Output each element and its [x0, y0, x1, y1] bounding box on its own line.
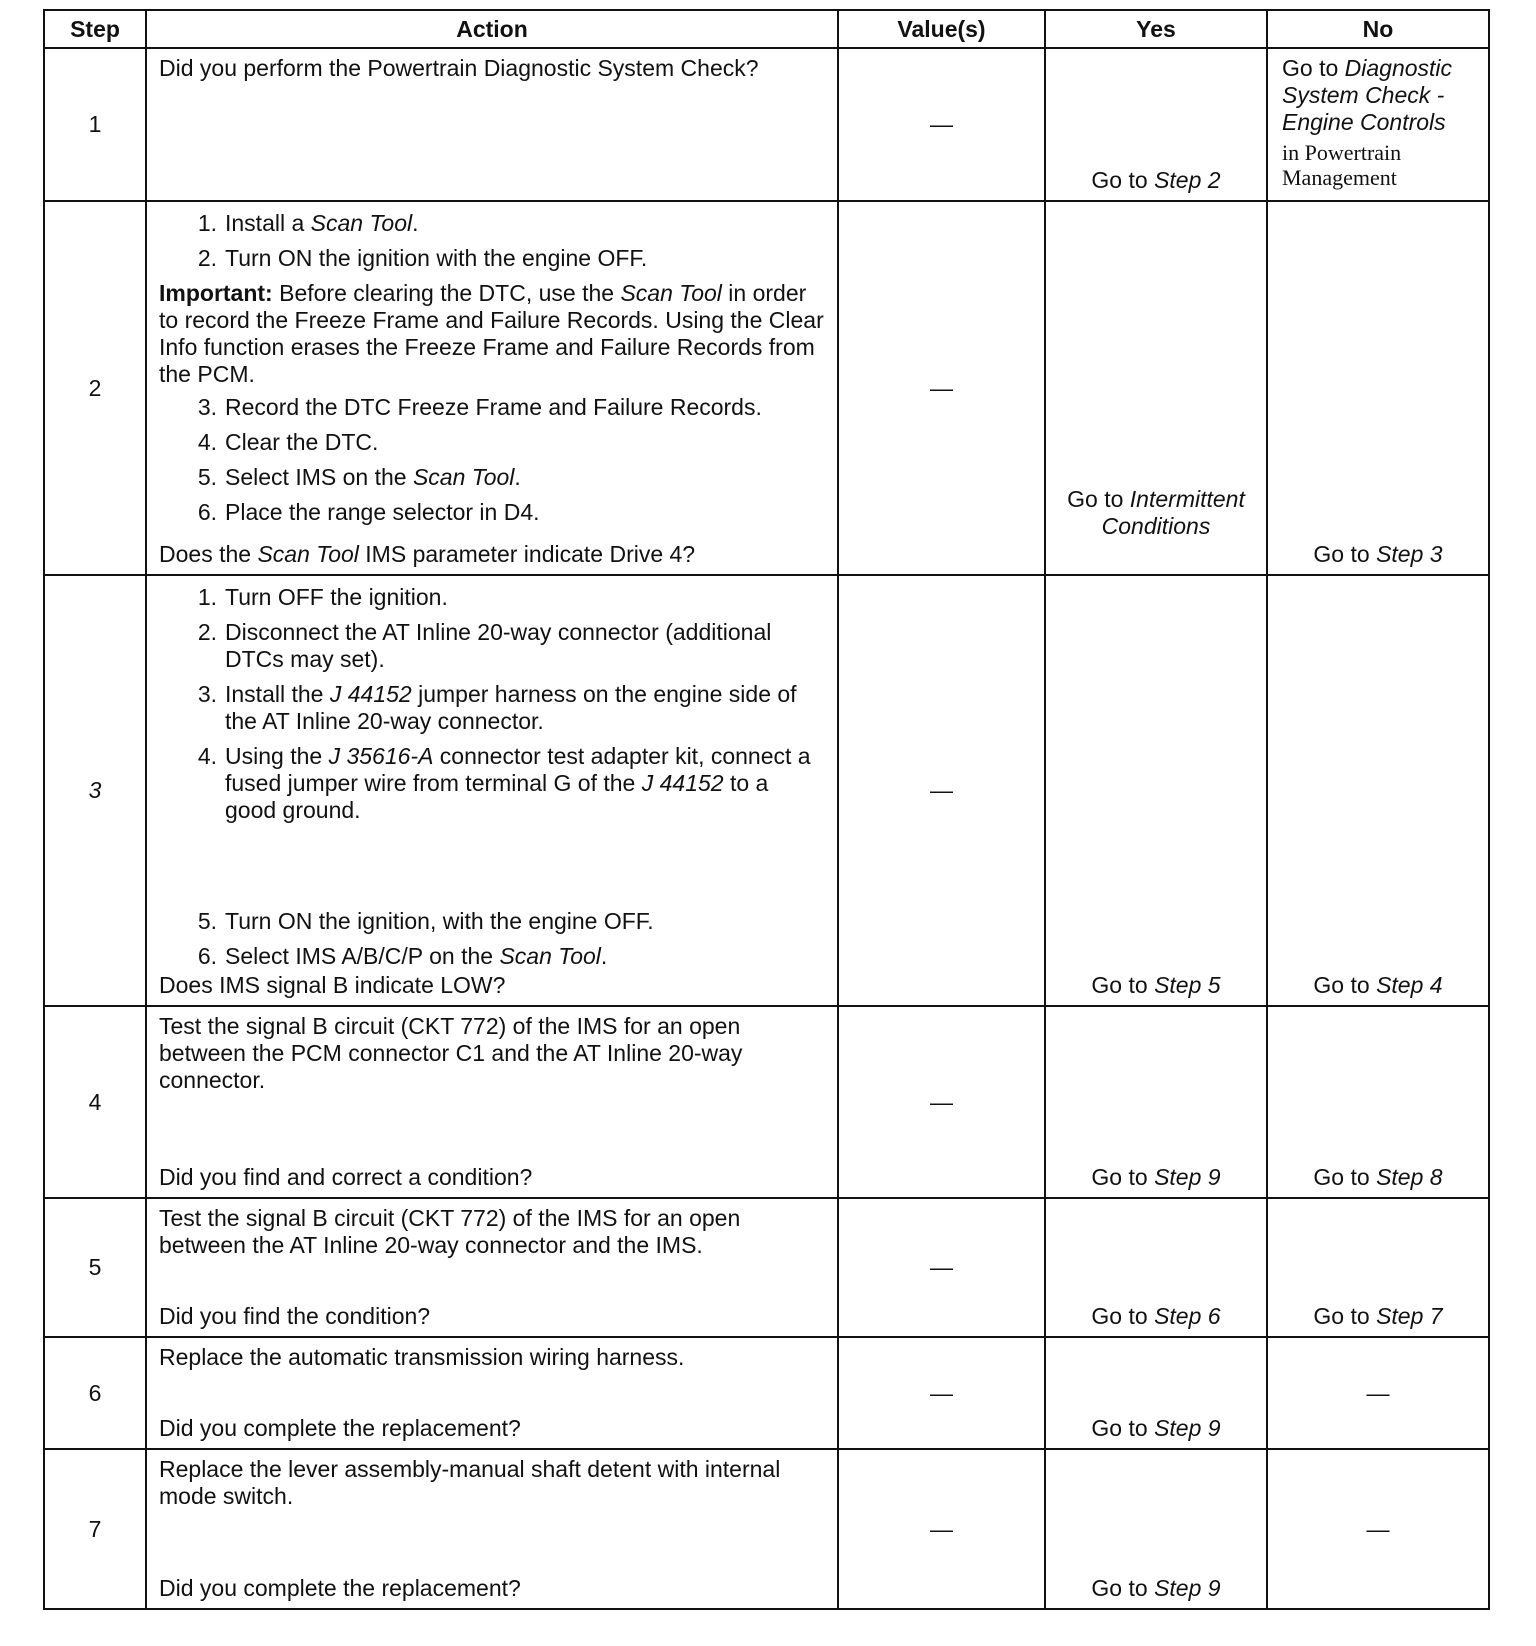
value-cell — [838, 575, 1045, 1006]
table-header-row — [44, 10, 1489, 48]
yes-cell — [1045, 1006, 1267, 1198]
action-text: Replace the automatic transmission wiring harness. — [159, 1344, 685, 1370]
value-cell — [838, 48, 1045, 201]
action-step-item: 2. Turn ON the ignition with the engine OFF. — [197, 245, 648, 271]
action-step-item: 4. Using the J 35616-A connector test adapter kit, connect a fused jumper wire from terminal G of the J 44152 to a good ground. — [197, 743, 811, 823]
step-number: 3 — [44, 575, 146, 1006]
yes-cell — [1045, 1337, 1267, 1449]
value-cell — [838, 1337, 1045, 1449]
action-cell — [146, 575, 838, 1006]
step-number: 2 — [44, 201, 146, 575]
step-number: 7 — [44, 1449, 146, 1609]
step-number: 6 — [44, 1337, 146, 1449]
action-question: Did you complete the replacement? — [159, 1575, 521, 1601]
table-row-step-6 — [44, 1337, 1489, 1449]
yes-cell — [1045, 575, 1267, 1006]
value-cell — [838, 1006, 1045, 1198]
table-row-step-5 — [44, 1198, 1489, 1337]
no-goto: Go to Diagnostic System Check - Engine Controls in Powertrain Management — [1282, 55, 1453, 190]
action-text: Test the signal B circuit (CKT 772) of the IMS for an open between the PCM connector C1 and the AT Inline 20-way connector. — [159, 1013, 743, 1093]
no-goto: Go to Step 7 — [1313, 1303, 1443, 1329]
yes-goto: Go to Step 9 — [1091, 1164, 1221, 1190]
action-question: Does IMS signal B indicate LOW? — [159, 972, 506, 998]
important-note: Important: Before clearing the DTC, use the Scan Tool in order to record the Freeze Frame and Failure Records. Using the Clear Info function erases the Freeze Frame and Failure Records from the PCM. — [159, 280, 824, 387]
step-number: 4 — [44, 1006, 146, 1198]
value-dash: — — [930, 1379, 953, 1406]
step-number: 5 — [44, 1198, 146, 1337]
table-row-step-7 — [44, 1449, 1489, 1609]
yes-goto: Go to Intermittent Conditions — [1067, 486, 1245, 539]
value-dash: — — [930, 374, 953, 401]
action-cell — [146, 1449, 838, 1609]
value-cell — [838, 201, 1045, 575]
table-row-step-3 — [44, 575, 1489, 1006]
action-step-item: 6. Place the range selector in D4. — [197, 499, 540, 525]
yes-cell — [1045, 48, 1267, 201]
action-step-item: 3. Install the J 44152 jumper harness on the engine side of the AT Inline 20-way connector. — [197, 681, 797, 734]
no-goto: Go to Step 4 — [1313, 972, 1443, 998]
yes-goto: Go to Step 6 — [1091, 1303, 1221, 1329]
action-text: Test the signal B circuit (CKT 772) of the IMS for an open between the AT Inline 20-way connector and the IMS. — [159, 1205, 741, 1258]
action-text: Replace the lever assembly-manual shaft detent with internal mode switch. — [159, 1456, 781, 1509]
yes-cell — [1045, 1449, 1267, 1609]
table-row-step-4 — [44, 1006, 1489, 1198]
no-cell — [1267, 1337, 1489, 1449]
value-cell — [838, 1449, 1045, 1609]
action-cell — [146, 48, 838, 201]
table-row-step-2 — [44, 201, 1489, 575]
table-row-step-1 — [44, 48, 1489, 201]
action-question: Did you complete the replacement? — [159, 1415, 521, 1441]
value-dash: — — [930, 111, 953, 137]
action-question: Did you find and correct a condition? — [159, 1164, 533, 1190]
header-yes: Yes — [1045, 10, 1267, 48]
no-cell — [1267, 1198, 1489, 1337]
header-action: Action — [146, 10, 838, 48]
action-text: Did you perform the Powertrain Diagnostic System Check? — [159, 55, 759, 81]
yes-cell — [1045, 201, 1267, 575]
header-no: No — [1267, 10, 1489, 48]
action-step-item: 5. Select IMS on the Scan Tool. — [197, 464, 521, 490]
value-cell — [838, 1198, 1045, 1337]
value-dash: — — [930, 777, 953, 803]
action-cell — [146, 1006, 838, 1198]
value-dash: — — [930, 1254, 953, 1280]
action-step-item: 5. Turn ON the ignition, with the engine OFF. — [197, 908, 654, 934]
header-values: Value(s) — [838, 10, 1045, 48]
action-step-item: 4. Clear the DTC. — [197, 429, 379, 455]
action-question: Does the Scan Tool IMS parameter indicate Drive 4? — [159, 541, 696, 567]
yes-goto: Go to Step 5 — [1091, 972, 1221, 998]
yes-goto: Go to Step 9 — [1091, 1415, 1221, 1441]
diagnostic-table — [43, 9, 1490, 1610]
action-cell — [146, 201, 838, 575]
diagnostic-table-sheet — [43, 9, 1483, 1610]
action-step-item: 3. Record the DTC Freeze Frame and Failure Records. — [197, 394, 762, 420]
no-dash: — — [1366, 1515, 1390, 1542]
no-cell — [1267, 575, 1489, 1006]
action-cell — [146, 1337, 838, 1449]
action-step-item: 1. Install a Scan Tool. — [197, 210, 419, 236]
yes-goto: Go to Step 9 — [1091, 1575, 1221, 1601]
no-dash: — — [1366, 1379, 1390, 1406]
action-step-item: 2. Disconnect the AT Inline 20-way connector (additional DTCs may set). — [197, 619, 772, 672]
yes-goto: Go to Step 2 — [1091, 167, 1221, 193]
step-number: 1 — [44, 48, 146, 201]
value-dash: — — [930, 1088, 953, 1115]
value-dash: — — [930, 1515, 953, 1542]
no-cell — [1267, 1449, 1489, 1609]
no-goto: Go to Step 8 — [1313, 1164, 1443, 1190]
no-goto: Go to Step 3 — [1313, 541, 1443, 567]
no-cell — [1267, 48, 1489, 201]
no-cell — [1267, 1006, 1489, 1198]
action-step-item: 6. Select IMS A/B/C/P on the Scan Tool. — [197, 943, 608, 969]
action-cell — [146, 1198, 838, 1337]
action-step-item: 1. Turn OFF the ignition. — [197, 584, 448, 610]
yes-cell — [1045, 1198, 1267, 1337]
action-question: Did you find the condition? — [159, 1303, 431, 1329]
header-step: Step — [44, 10, 146, 48]
no-cell — [1267, 201, 1489, 575]
